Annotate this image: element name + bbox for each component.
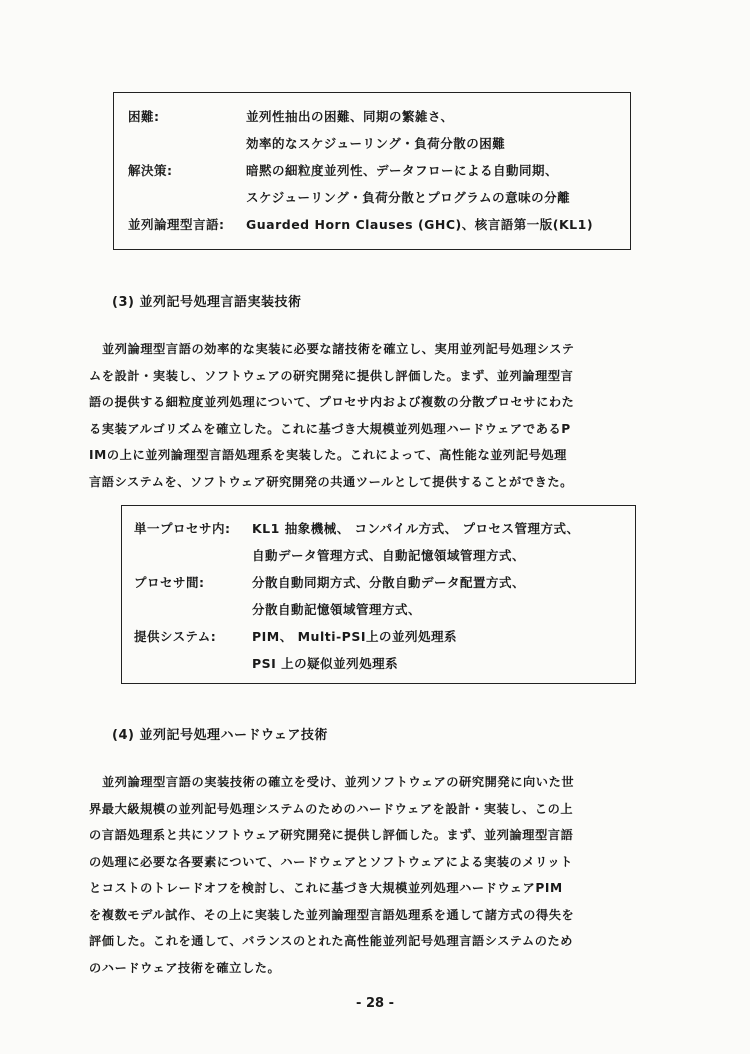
box1-text-line: スケジューリング・負荷分散とプログラムの意味の分離: [246, 190, 571, 205]
implementation-methods-box: [121, 505, 636, 684]
box2-text-line: 分散自動同期方式、分散自動データ配置方式、: [252, 575, 526, 590]
paragraph-line: 語の提供する細粒度並列処理について、プロセサ内および複数の分散プロセサにわた: [89, 395, 575, 409]
box2-text-line: KL1 抽象機械、 コンパイル方式、 プロセス管理方式、: [252, 521, 580, 536]
paragraph-line: の言語処理系と共にソフトウェア研究開発に提供し評価した。まず、並列論理型言語: [89, 828, 574, 842]
section3-paragraph: [89, 336, 575, 495]
box2-text-line: PSI 上の疑似並列処理系: [252, 656, 399, 671]
paragraph-line: 評価した。これを通して、バランスのとれた高性能並列記号処理言語システムのため: [89, 934, 574, 948]
box1-text-line: 効率的なスケジューリング・負荷分散の困難: [246, 136, 506, 151]
paragraph-line: のハードウェア技術を確立した。: [89, 960, 281, 975]
box2-label-provided-system: 提供システム:: [134, 629, 217, 644]
box1-label-difficulty: 困難:: [128, 109, 160, 124]
box2-text-line: PIM、 Multi-PSI上の並列処理系: [252, 629, 457, 644]
box1-text-line: Guarded Horn Clauses (GHC)、核言語第一版(KL1): [246, 217, 594, 232]
page-number: - 28 -: [356, 996, 394, 1011]
box2-label-inter-processor: プロセサ間:: [134, 575, 205, 590]
paragraph-line: を複数モデル試作、その上に実装した並列論理型言語処理系を通して諸方式の得失を: [89, 907, 575, 922]
box1-text-line: 並列性抽出の困難、同期の繁雑さ、: [246, 109, 454, 124]
box1-label-solution: 解決策:: [128, 163, 173, 178]
box1-label-language: 並列論理型言語:: [128, 217, 225, 232]
box1-text-line: 暗黙の細粒度並列性、データフローによる自動同期、: [246, 163, 559, 178]
paragraph-line: 並列論理型言語の実装技術の確立を受け、並列ソフトウェアの研究開発に向いた世: [102, 775, 575, 789]
box2-label-single-processor: 単一プロセサ内:: [134, 521, 231, 536]
section4-heading: (4) 並列記号処理ハードウェア技術: [112, 728, 328, 743]
paragraph-line: の処理に必要な各要素について、ハードウェアとソフトウェアによる実装のメリット: [89, 854, 573, 869]
difficulty-solution-box: [113, 92, 631, 250]
box2-text-line: 自動データ管理方式、自動記憶領域管理方式、: [252, 548, 526, 563]
paragraph-line: 界最大級規模の並列記号処理システムのためのハードウェアを設計・実装し、この上: [89, 801, 574, 816]
paragraph-line: IMの上に並列論理型言語処理系を実装した。これによって、高性能な並列記号処理: [89, 448, 567, 462]
section4-paragraph: [89, 769, 574, 981]
section3-heading: (3) 並列記号処理言語実装技術: [112, 295, 302, 310]
paragraph-line: とコストのトレードオフを検討し、これに基づき大規模並列処理ハードウェアPIM: [89, 881, 563, 895]
paragraph-line: る実装アルゴリズムを確立した。これに基づき大規模並列処理ハードウェアであるP: [89, 421, 571, 436]
paragraph-line: ムを設計・実装し、ソフトウェアの研究開発に提供し評価した。まず、並列論理型言: [89, 368, 574, 383]
paragraph-line: 言語システムを、ソフトウェア研究開発の共通ツールとして提供することができた。: [89, 474, 573, 489]
paragraph-line: 並列論理型言語の効率的な実装に必要な諸技術を確立し、実用並列記号処理システ: [102, 342, 575, 356]
box2-text-line: 分散自動記憶領域管理方式、: [252, 602, 422, 617]
